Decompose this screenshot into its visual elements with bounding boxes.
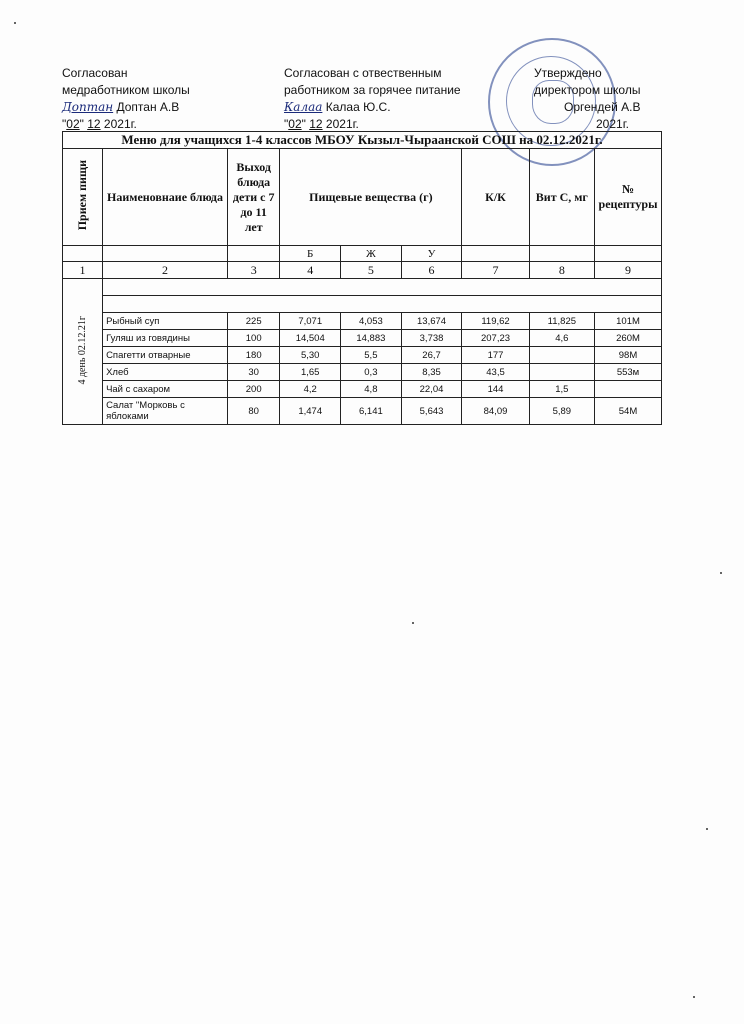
cell-zh: 4,053 bbox=[341, 313, 402, 330]
cell-vitc: 5,89 bbox=[529, 398, 594, 425]
table-row bbox=[63, 313, 662, 330]
cell-zh: 4,8 bbox=[341, 381, 402, 398]
menu-title: Меню для учащихся 1-4 классов МБОУ Кызыл-Чыраанской СОШ на 02.12.2021г. bbox=[63, 132, 662, 149]
header-yield: Выход блюда дети с 7 до 11 лет bbox=[227, 149, 279, 246]
handwritten-signature: Доптан bbox=[62, 100, 114, 114]
approval-medical-line2: медработником школы bbox=[62, 83, 190, 97]
cell-dish: Хлеб bbox=[103, 364, 228, 381]
approval-medical-sign-row bbox=[62, 99, 190, 116]
table-row bbox=[63, 381, 662, 398]
approval-medical bbox=[62, 65, 190, 133]
col-number: 6 bbox=[401, 262, 462, 279]
cell-zh: 5,5 bbox=[341, 347, 402, 364]
cell-yield: 100 bbox=[227, 330, 279, 347]
approval-catering-date: "02" 12 2021г. bbox=[284, 117, 359, 131]
cell-b: 5,30 bbox=[280, 347, 341, 364]
col-number: 9 bbox=[595, 262, 662, 279]
sub-b: Б bbox=[280, 246, 341, 262]
approval-director-name: Оргендей А.В bbox=[564, 100, 641, 114]
col-number: 4 bbox=[280, 262, 341, 279]
cell-zh: 0,3 bbox=[341, 364, 402, 381]
cell-u: 5,643 bbox=[401, 398, 462, 425]
date-year: 2021г. bbox=[325, 117, 359, 131]
cell-dish: Чай с сахаром bbox=[103, 381, 228, 398]
cell-dish: Салат "Морковь с яблоками bbox=[103, 398, 228, 425]
header-meal bbox=[63, 149, 103, 246]
sub-empty bbox=[595, 246, 662, 262]
cell-yield: 200 bbox=[227, 381, 279, 398]
approval-director bbox=[534, 65, 640, 133]
date-month: 12 bbox=[87, 117, 101, 131]
approval-medical-date: "02" 12 2021г. bbox=[62, 117, 137, 131]
cell-b: 1,65 bbox=[280, 364, 341, 381]
cell-yield: 30 bbox=[227, 364, 279, 381]
cell-recipe: 54М bbox=[595, 398, 662, 425]
col-number: 5 bbox=[341, 262, 402, 279]
cell-u: 8,35 bbox=[401, 364, 462, 381]
cell-vitc bbox=[529, 364, 594, 381]
cell-vitc: 4,6 bbox=[529, 330, 594, 347]
cell-u: 3,738 bbox=[401, 330, 462, 347]
cell-recipe: 101М bbox=[595, 313, 662, 330]
col-number: 1 bbox=[63, 262, 103, 279]
cell-zh: 14,883 bbox=[341, 330, 402, 347]
header-meal-label: Прием пищи bbox=[75, 159, 90, 231]
cell-b: 7,071 bbox=[280, 313, 341, 330]
cell-u: 13,674 bbox=[401, 313, 462, 330]
scan-speck bbox=[706, 828, 708, 830]
header-dish: Наименовнаие блюда bbox=[103, 149, 228, 246]
scan-speck bbox=[14, 22, 16, 24]
cell-dish: Гуляш из говядины bbox=[103, 330, 228, 347]
cell-b: 1,474 bbox=[280, 398, 341, 425]
cell-recipe: 98М bbox=[595, 347, 662, 364]
handwritten-signature: Калаа bbox=[284, 100, 323, 114]
approval-catering-line2: работником за горячее питание bbox=[284, 83, 461, 97]
cell-b: 14,504 bbox=[280, 330, 341, 347]
scan-speck bbox=[693, 996, 695, 998]
col-number: 2 bbox=[103, 262, 228, 279]
sub-u: У bbox=[401, 246, 462, 262]
approval-catering-sign-row bbox=[284, 99, 461, 116]
table-row bbox=[63, 347, 662, 364]
date-day: 02 bbox=[66, 117, 80, 131]
sub-empty bbox=[462, 246, 529, 262]
cell-dish: Спагетти отварные bbox=[103, 347, 228, 364]
sub-zh: Ж bbox=[341, 246, 402, 262]
sub-empty bbox=[63, 246, 103, 262]
sub-empty bbox=[103, 246, 228, 262]
cell-yield: 80 bbox=[227, 398, 279, 425]
scan-speck bbox=[720, 572, 722, 574]
cell-recipe: 260М bbox=[595, 330, 662, 347]
table-row bbox=[63, 398, 662, 425]
table-row bbox=[63, 364, 662, 381]
header-nutrients: Пищевые вещества (г) bbox=[280, 149, 462, 246]
cell-kk: 144 bbox=[462, 381, 529, 398]
cell-kk: 119,62 bbox=[462, 313, 529, 330]
cell-u: 22,04 bbox=[401, 381, 462, 398]
sub-empty bbox=[227, 246, 279, 262]
cell-dish: Рыбный суп bbox=[103, 313, 228, 330]
table-row bbox=[63, 330, 662, 347]
header-recipe: № рецептуры bbox=[595, 149, 662, 246]
approval-medical-name: Доптан А.В bbox=[116, 100, 180, 114]
col-number: 8 bbox=[529, 262, 594, 279]
menu-table bbox=[62, 131, 662, 425]
cell-yield: 225 bbox=[227, 313, 279, 330]
cell-vitc: 11,825 bbox=[529, 313, 594, 330]
cell-kk: 207,23 bbox=[462, 330, 529, 347]
header-vitc: Вит С, мг bbox=[529, 149, 594, 246]
approval-catering bbox=[284, 65, 461, 133]
approval-medical-line1: Согласован bbox=[62, 66, 128, 80]
cell-u: 26,7 bbox=[401, 347, 462, 364]
cell-zh: 6,141 bbox=[341, 398, 402, 425]
col-number: 3 bbox=[227, 262, 279, 279]
cell-kk: 84,09 bbox=[462, 398, 529, 425]
sub-empty bbox=[529, 246, 594, 262]
date-year: 2021г. bbox=[103, 117, 137, 131]
cell-recipe bbox=[595, 381, 662, 398]
blank-row bbox=[103, 296, 662, 313]
header-kk: К/К bbox=[462, 149, 529, 246]
cell-b: 4,2 bbox=[280, 381, 341, 398]
cell-vitc: 1,5 bbox=[529, 381, 594, 398]
approval-director-date: 2021г. bbox=[596, 117, 629, 131]
cell-yield: 180 bbox=[227, 347, 279, 364]
approval-director-line2: директором школы bbox=[534, 83, 641, 97]
cell-kk: 177 bbox=[462, 347, 529, 364]
date-day: 02 bbox=[288, 117, 302, 131]
approval-catering-line1: Согласован с отвественным bbox=[284, 66, 442, 80]
approval-catering-name: Калаа Ю.С. bbox=[325, 100, 391, 114]
cell-kk: 43,5 bbox=[462, 364, 529, 381]
blank-row bbox=[103, 279, 662, 296]
day-label: 4 день 02.12.21г bbox=[77, 315, 89, 385]
cell-vitc bbox=[529, 347, 594, 364]
col-number: 7 bbox=[462, 262, 529, 279]
approval-director-line1: Утверждено bbox=[534, 66, 602, 80]
date-month: 12 bbox=[309, 117, 323, 131]
cell-recipe: 553м bbox=[595, 364, 662, 381]
day-cell bbox=[63, 279, 103, 425]
scan-speck bbox=[412, 622, 414, 624]
